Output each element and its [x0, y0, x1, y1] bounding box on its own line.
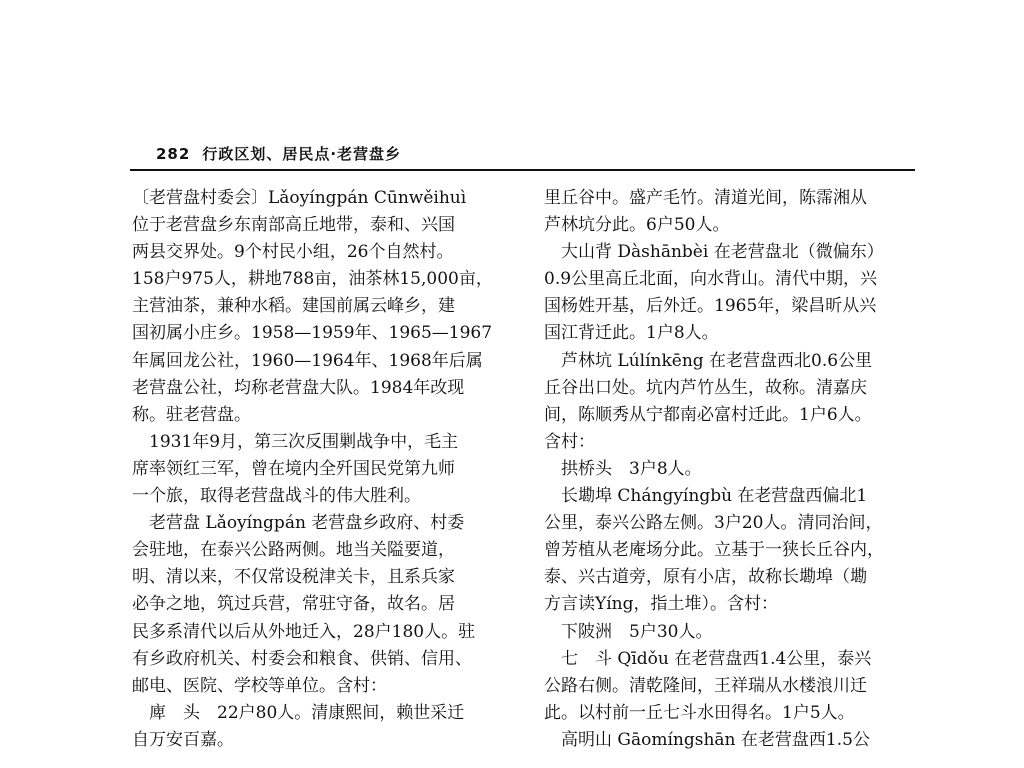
text-line: 里丘谷中。盛产毛竹。清道光间，陈霈湘从: [544, 188, 867, 208]
text-line: 下陂洲 5户30人。: [544, 621, 713, 642]
text-line: 0.9公里高丘北面，向水背山。清代中期，兴: [544, 269, 878, 290]
text-line: 1931年9月，第三次反围剿战争中，毛主: [132, 431, 459, 452]
header-title: 行政区划、居民点·老营盘乡: [202, 145, 402, 163]
text-line: 席率领红三军，曾在境内全歼国民党第九师: [132, 458, 455, 479]
text-line: 泰、兴古道旁，原有小店，故称长墈埠（墈: [544, 567, 867, 588]
text-line: 此。以村前一丘七斗水田得名。1户5人。: [544, 702, 855, 723]
text-line: 芦林坑分此。6户50人。: [544, 215, 730, 236]
text-line: 158户975人，耕地788亩，油茶林15,000亩，: [132, 269, 493, 290]
text-line: 国江背迁此。1户8人。: [544, 323, 719, 344]
text-line: 庳 头 22户80人。清康熙间，赖世采迁: [132, 702, 465, 723]
left-column: [132, 185, 510, 754]
text-line: 七 斗 Qīdǒu 在老营盘西1.4公里，泰兴: [544, 648, 872, 669]
text-line: 方言读Yíng，指土堆）。含村：: [544, 594, 778, 615]
text-line: 两县交界处。9个村民小组，26个自然村。: [132, 242, 454, 263]
text-line: 芦林坑 Lúlínkēng 在老营盘西北0.6公里: [544, 350, 873, 371]
text-line: 丘谷出口处。坑内芦竹丛生，故称。清嘉庆: [544, 377, 867, 398]
text-line: 国初属小庄乡。1958—1959年、1965—1967: [132, 323, 493, 344]
text-line: 拱桥头 3户8人。: [544, 458, 702, 479]
text-line: 有乡政府机关、村委会和粮食、供销、信用、: [132, 648, 472, 669]
text-line: 称。驻老营盘。: [132, 404, 251, 425]
text-line: 〔老营盘村委会〕Lǎoyíngpán Cūnwěihuì: [132, 188, 467, 208]
text-line: 会驻地，在泰兴公路两侧。地当关隘要道，: [132, 540, 455, 561]
text-line: 含村：: [544, 431, 595, 452]
text-line: 明、清以来，不仅常设税津关卡，且系兵家: [132, 567, 455, 588]
text-line: 老营盘公社，均称老营盘大队。1984年改现: [132, 377, 465, 398]
running-header: [156, 143, 401, 164]
header-rule: [130, 169, 915, 171]
text-line: 高明山 Gāomíngshān 在老营盘西1.5公: [544, 729, 870, 750]
text-line: 必争之地，筑过兵营，常驻守备，故名。居: [132, 594, 455, 615]
text-line: 年属回龙公社，1960—1964年、1968年后属: [132, 350, 483, 371]
right-column: [544, 185, 920, 754]
text-line: 间，陈顺秀从宁都南必富村迁此。1户6人。: [544, 404, 872, 425]
text-line: 曾芳植从老庵场分此。立基于一狭长丘谷内，: [544, 540, 884, 561]
text-line: 公里，泰兴公路左侧。3户20人。清同治间，: [544, 513, 883, 534]
text-line: 国杨姓开基，后外迁。1965年，梁昌昕从兴: [544, 296, 877, 317]
text-line: 老营盘 Lǎoyíngpán 老营盘乡政府、村委: [132, 513, 465, 534]
text-line: 自万安百嘉。: [132, 729, 234, 750]
text-line: 公路右侧。清乾隆间，王祥瑞从水楼浪川迁: [544, 675, 867, 696]
text-line: 一个旅，取得老营盘战斗的伟大胜利。: [132, 486, 421, 507]
text-line: 主营油茶，兼种水稻。建国前属云峰乡，建: [132, 296, 455, 317]
text-line: 大山背 Dàshānbèi 在老营盘北（微偏东）: [544, 242, 884, 263]
text-line: 位于老营盘乡东南部高丘地带，泰和、兴国: [132, 215, 455, 236]
page-number: 282: [156, 145, 191, 163]
text-line: 民多系清代以后从外地迁入，28户180人。驻: [132, 621, 476, 642]
text-line: 长墈埠 Chángyíngbù 在老营盘西偏北1: [544, 486, 868, 507]
text-line: 邮电、医院、学校等单位。含村：: [132, 675, 387, 696]
